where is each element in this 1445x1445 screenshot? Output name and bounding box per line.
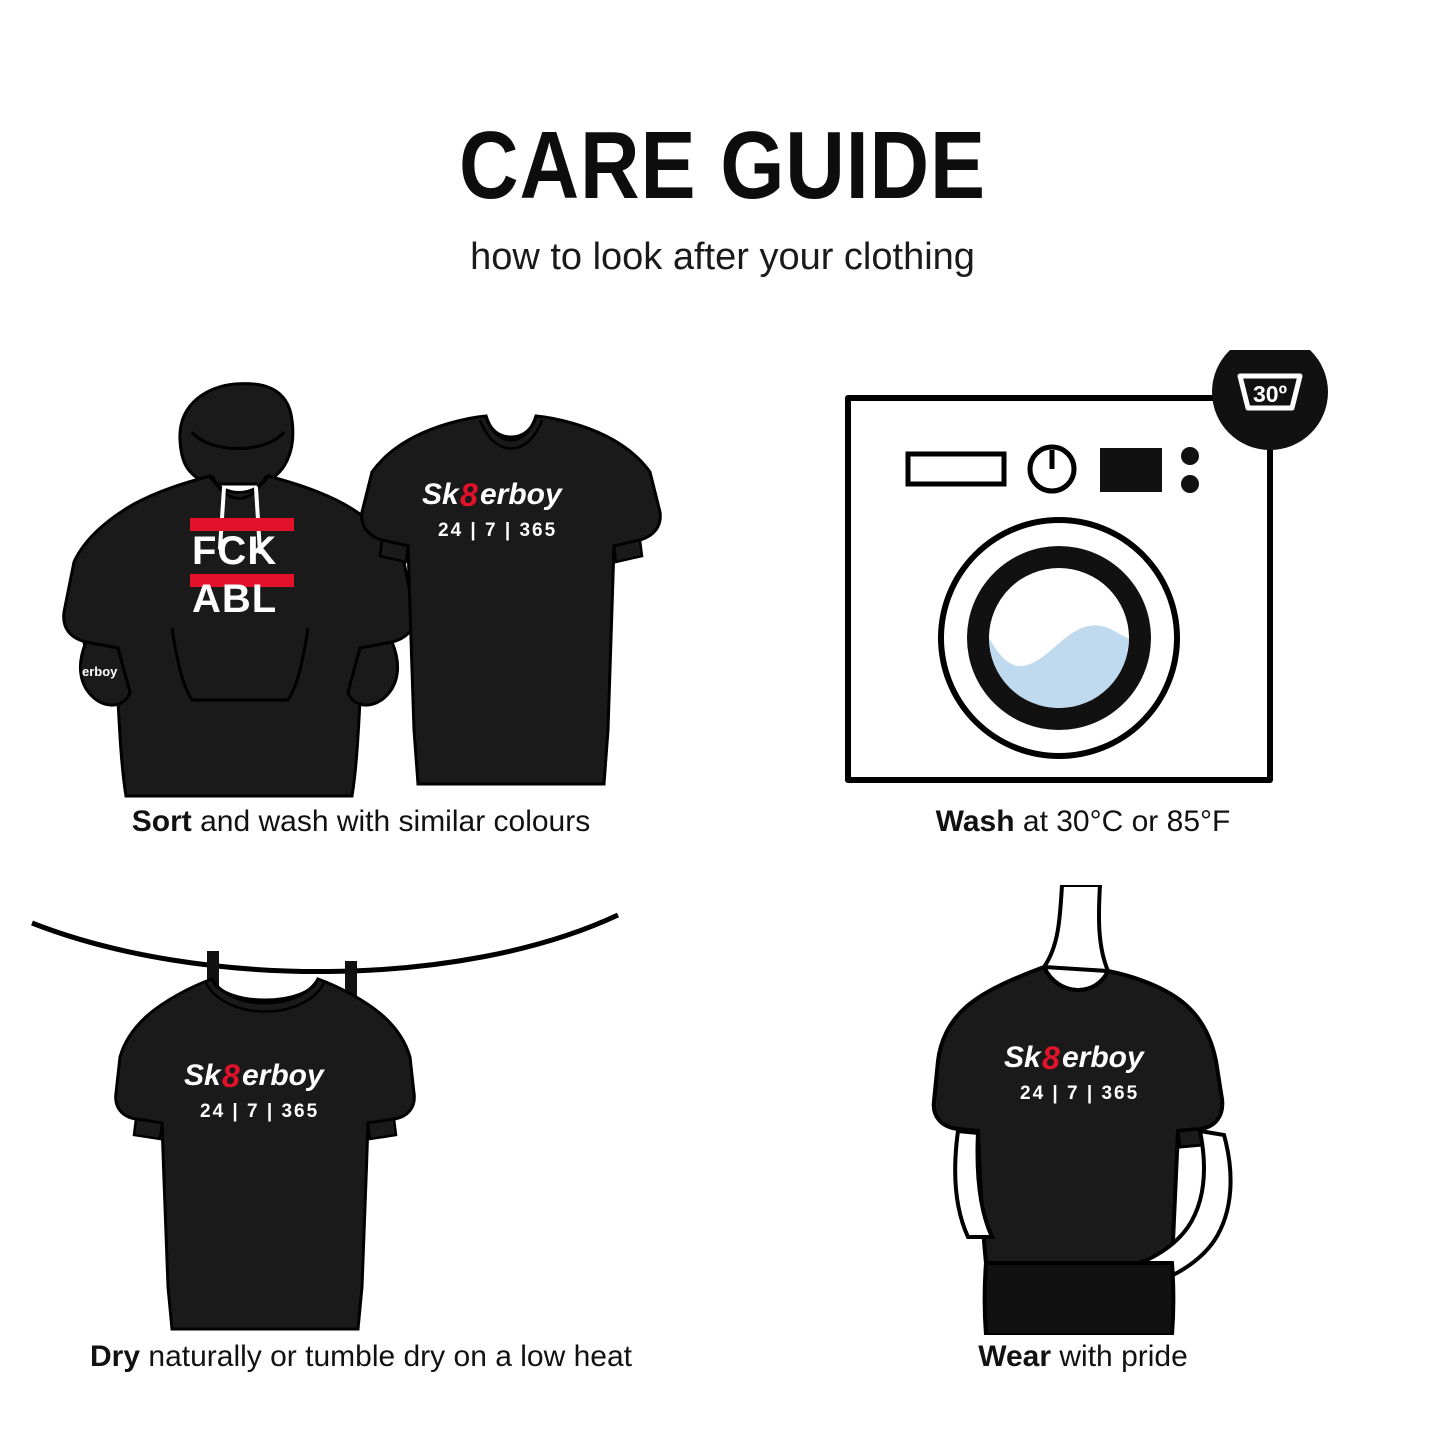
svg-text:Sk: Sk bbox=[422, 478, 459, 511]
indicator-bottom-icon bbox=[1181, 475, 1199, 493]
clothesline bbox=[32, 915, 618, 972]
dry-caption-rest: naturally or tumble dry on a low heat bbox=[140, 1340, 632, 1373]
svg-text:24 | 7 | 365: 24 | 7 | 365 bbox=[200, 1101, 320, 1122]
tshirt-brand-print bbox=[184, 1058, 325, 1122]
svg-text:ABL: ABL bbox=[192, 577, 278, 621]
wash-caption bbox=[722, 805, 1444, 839]
wear-caption bbox=[722, 1340, 1444, 1374]
step-wash bbox=[722, 350, 1444, 885]
sort-illustration bbox=[0, 350, 722, 800]
svg-text:Sk: Sk bbox=[184, 1059, 221, 1092]
screen-icon bbox=[1100, 448, 1162, 492]
svg-text:Sk: Sk bbox=[1004, 1041, 1041, 1074]
svg-text:24 | 7 | 365: 24 | 7 | 365 bbox=[438, 520, 558, 541]
wash-caption-bold: Wash bbox=[935, 805, 1015, 838]
dry-caption bbox=[0, 1340, 722, 1374]
hoodie-garment bbox=[64, 384, 415, 796]
indicator-top-icon bbox=[1181, 447, 1199, 465]
dry-caption-bold: Dry bbox=[90, 1340, 141, 1373]
wear-illustration bbox=[722, 885, 1444, 1335]
svg-text:erboy: erboy bbox=[242, 1059, 324, 1092]
svg-text:erboy: erboy bbox=[480, 478, 562, 511]
page-title: CARE GUIDE bbox=[459, 112, 986, 219]
steps-grid bbox=[0, 350, 1445, 1420]
svg-text:30º: 30º bbox=[1253, 381, 1287, 407]
person-wearing-tshirt bbox=[934, 885, 1231, 1335]
svg-text:8: 8 bbox=[460, 477, 478, 513]
sort-caption bbox=[0, 805, 722, 839]
svg-text:24 | 7 | 365: 24 | 7 | 365 bbox=[1020, 1083, 1140, 1104]
washing-machine bbox=[848, 398, 1270, 780]
step-dry bbox=[0, 885, 722, 1420]
tshirt-hanging bbox=[116, 979, 415, 1329]
svg-text:FCK: FCK bbox=[192, 529, 278, 573]
wear-caption-bold: Wear bbox=[978, 1340, 1052, 1373]
svg-text:8: 8 bbox=[1042, 1040, 1060, 1076]
wear-caption-rest: with pride bbox=[1051, 1340, 1188, 1373]
svg-text:8: 8 bbox=[222, 1058, 240, 1094]
dry-illustration bbox=[0, 885, 722, 1335]
svg-text:erboy: erboy bbox=[1062, 1041, 1144, 1074]
tshirt-brand-print bbox=[1004, 1040, 1145, 1104]
svg-text:erboy: erboy bbox=[82, 664, 118, 679]
sort-caption-rest: and wash with similar colours bbox=[191, 805, 591, 838]
wash-caption-rest: at 30°C or 85°F bbox=[1014, 805, 1231, 838]
step-wear bbox=[722, 885, 1444, 1420]
step-sort bbox=[0, 350, 722, 885]
page-header bbox=[0, 0, 1445, 279]
tshirt-brand-print bbox=[422, 477, 563, 541]
display-panel-icon bbox=[908, 454, 1004, 484]
sort-caption-bold: Sort bbox=[131, 805, 192, 838]
page-subtitle: how to look after your clothing bbox=[470, 236, 975, 278]
wash-illustration bbox=[722, 350, 1444, 800]
